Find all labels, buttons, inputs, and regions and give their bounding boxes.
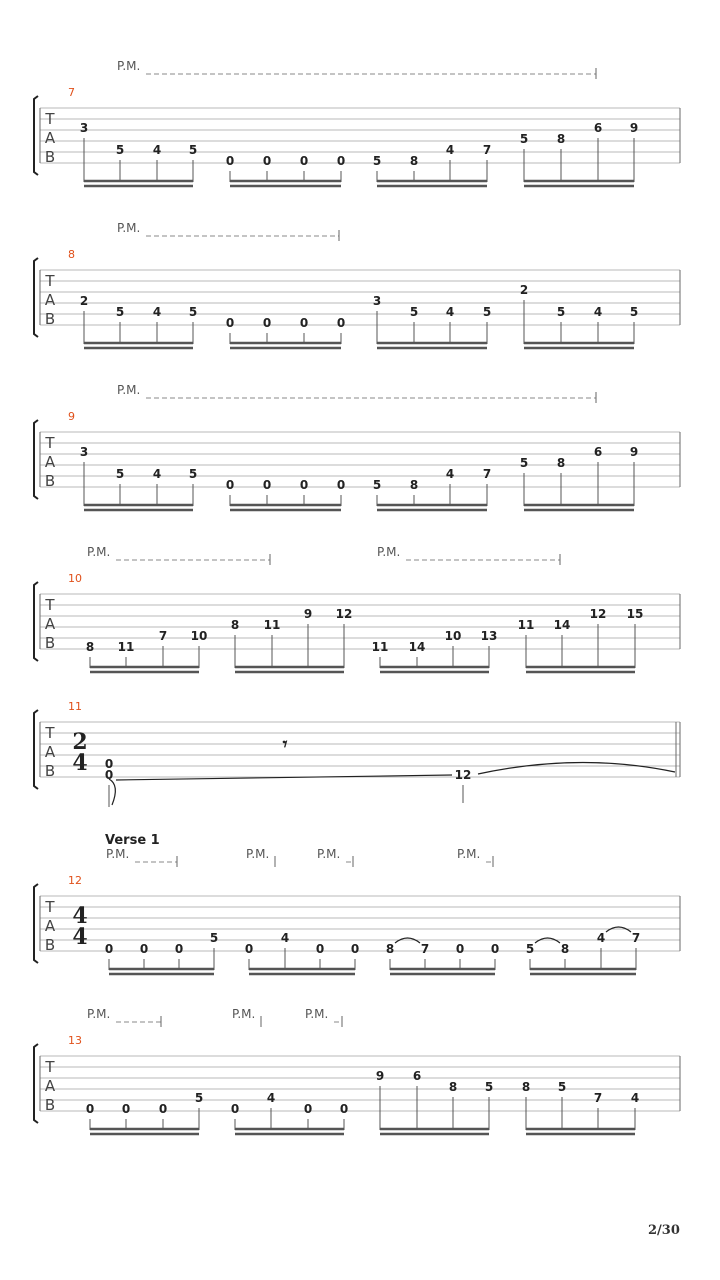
fret-number: 0: [490, 942, 500, 957]
fret-number: 11: [263, 618, 281, 633]
tab-clef-letter: A: [44, 291, 56, 309]
fret-number: 11: [117, 640, 135, 655]
system-bracket: [34, 884, 38, 963]
fret-number: 3: [79, 121, 89, 136]
system-bracket: [34, 96, 38, 175]
measure-number: 11: [68, 700, 82, 713]
tab-clef-letter: A: [44, 615, 56, 633]
fret-number: 9: [303, 607, 313, 622]
measure-number: 8: [68, 248, 75, 261]
time-signature-denominator: 4: [72, 924, 88, 950]
fret-number: 0: [350, 942, 360, 957]
fret-number: 5: [557, 1080, 567, 1095]
fret-number: 4: [266, 1091, 276, 1106]
fret-number: 9: [629, 445, 639, 460]
fret-number: 0: [336, 154, 346, 169]
fret-number: 0: [262, 316, 272, 331]
palm-mute-label: P.M.: [117, 59, 141, 73]
palm-mute-label: P.M.: [117, 383, 141, 397]
fret-number: 7: [158, 629, 168, 644]
tab-clef-letter: A: [44, 917, 56, 935]
fret-number: 0: [299, 316, 309, 331]
fret-number: 8: [448, 1080, 458, 1095]
fret-number: 5: [188, 143, 198, 158]
palm-mute-label: P.M.: [106, 847, 130, 861]
fret-number: 0: [104, 768, 114, 783]
fret-number: 5: [482, 305, 492, 320]
fret-number: 0: [455, 942, 465, 957]
fret-number: 0: [303, 1102, 313, 1117]
tab-clef-letter: T: [45, 434, 55, 452]
time-signature-numerator: 2: [72, 729, 88, 755]
fret-number: 15: [626, 607, 644, 622]
fret-number: 0: [299, 478, 309, 493]
tab-clef-letter: T: [45, 724, 55, 742]
fret-number: 4: [596, 931, 606, 946]
fret-number: 6: [593, 121, 603, 136]
fret-number: 13: [480, 629, 498, 644]
fret-number: 4: [280, 931, 290, 946]
fret-number: 9: [629, 121, 639, 136]
system-bracket: [34, 1044, 38, 1123]
fret-number: 8: [560, 942, 570, 957]
fret-number: 4: [630, 1091, 640, 1106]
fret-number: 0: [262, 154, 272, 169]
fret-number: 14: [553, 618, 571, 633]
tab-clef-letter: A: [44, 453, 56, 471]
fret-number: 5: [372, 478, 382, 493]
system-bracket: [34, 710, 38, 789]
system-bracket: [34, 582, 38, 661]
fret-number: 2: [79, 294, 89, 309]
fret-number: 0: [336, 316, 346, 331]
note-flag: [109, 779, 115, 805]
tab-clef-letter: T: [45, 1058, 55, 1076]
palm-mute-label: P.M.: [246, 847, 270, 861]
fret-number: 0: [230, 1102, 240, 1117]
fret-number: 8: [385, 942, 395, 957]
fret-number: 0: [139, 942, 149, 957]
fret-number: 7: [482, 467, 492, 482]
fret-number: 2: [519, 283, 529, 298]
fret-number: 6: [412, 1069, 422, 1084]
fret-number: 11: [371, 640, 389, 655]
fret-number: 9: [375, 1069, 385, 1084]
eighth-rest: 𝄾: [282, 734, 288, 755]
fret-number: 7: [631, 931, 641, 946]
fret-number: 4: [152, 143, 162, 158]
fret-number: 5: [188, 467, 198, 482]
time-signature-numerator: 4: [72, 903, 88, 929]
tab-clef-letter: B: [44, 472, 56, 490]
tab-clef-letter: T: [45, 596, 55, 614]
fret-number: 5: [188, 305, 198, 320]
palm-mute-label: P.M.: [117, 221, 141, 235]
measure-number: 10: [68, 572, 82, 585]
tab-clef-letter: T: [45, 898, 55, 916]
fret-number: 8: [521, 1080, 531, 1095]
tab-clef-letter: A: [44, 743, 56, 761]
page-number: 2/30: [648, 1223, 680, 1238]
fret-number: 5: [629, 305, 639, 320]
fret-number: 0: [158, 1102, 168, 1117]
fret-number: 10: [444, 629, 462, 644]
fret-number: 0: [336, 478, 346, 493]
palm-mute-label: P.M.: [232, 1007, 256, 1021]
fret-number: 0: [225, 478, 235, 493]
fret-number: 12: [335, 607, 353, 622]
fret-number: 0: [174, 942, 184, 957]
fret-number: 0: [299, 154, 309, 169]
measure-number: 7: [68, 86, 75, 99]
tab-clef-letter: B: [44, 1096, 56, 1114]
fret-number: 8: [556, 456, 566, 471]
palm-mute-label: P.M.: [87, 1007, 111, 1021]
measure-number: 12: [68, 874, 82, 887]
fret-number: 8: [230, 618, 240, 633]
fret-number: 8: [85, 640, 95, 655]
tab-clef-letter: B: [44, 634, 56, 652]
fret-number: 0: [315, 942, 325, 957]
tab-clef-letter: A: [44, 129, 56, 147]
fret-number: 0: [225, 154, 235, 169]
tab-clef-letter: B: [44, 936, 56, 954]
tie: [478, 762, 675, 774]
fret-number: 5: [484, 1080, 494, 1095]
fret-number: 5: [115, 143, 125, 158]
palm-mute-label: P.M.: [87, 545, 111, 559]
fret-number: 4: [152, 467, 162, 482]
palm-mute-label: P.M.: [317, 847, 341, 861]
fret-number: 5: [409, 305, 419, 320]
fret-number: 10: [190, 629, 208, 644]
palm-mute-label: P.M.: [457, 847, 481, 861]
fret-number: 4: [445, 467, 455, 482]
fret-number: 3: [372, 294, 382, 309]
fret-number: 3: [79, 445, 89, 460]
time-signature-denominator: 4: [72, 750, 88, 776]
tab-clef-letter: T: [45, 110, 55, 128]
section-marker: Verse 1: [105, 833, 160, 848]
fret-number: 0: [85, 1102, 95, 1117]
fret-number: 11: [517, 618, 535, 633]
fret-number: 0: [104, 942, 114, 957]
fret-number: 8: [409, 154, 419, 169]
fret-number: 0: [339, 1102, 349, 1117]
fret-number: 7: [593, 1091, 603, 1106]
fret-number: 14: [408, 640, 426, 655]
fret-number: 12: [589, 607, 607, 622]
fret-number: 0: [262, 478, 272, 493]
fret-number: 5: [525, 942, 535, 957]
fret-number: 4: [152, 305, 162, 320]
fret-number: 12: [454, 768, 472, 783]
palm-mute-label: P.M.: [305, 1007, 329, 1021]
fret-number: 7: [482, 143, 492, 158]
fret-number: 5: [372, 154, 382, 169]
measure-number: 9: [68, 410, 75, 423]
fret-number: 5: [519, 456, 529, 471]
palm-mute-label: P.M.: [377, 545, 401, 559]
fret-number: 8: [409, 478, 419, 493]
tab-clef-letter: B: [44, 148, 56, 166]
fret-number: 5: [519, 132, 529, 147]
fret-number: 7: [420, 942, 430, 957]
fret-number: 5: [209, 931, 219, 946]
fret-number: 0: [244, 942, 254, 957]
fret-number: 4: [445, 143, 455, 158]
fret-number: 5: [556, 305, 566, 320]
system-bracket: [34, 420, 38, 499]
fret-number: 4: [593, 305, 603, 320]
tab-clef-letter: A: [44, 1077, 56, 1095]
fret-number: 0: [225, 316, 235, 331]
tab-clef-letter: B: [44, 762, 56, 780]
tab-clef-letter: B: [44, 310, 56, 328]
fret-number: 5: [115, 467, 125, 482]
system-bracket: [34, 258, 38, 337]
fret-number: 5: [194, 1091, 204, 1106]
fret-number: 6: [593, 445, 603, 460]
fret-number: 0: [104, 757, 114, 772]
fret-number: 8: [556, 132, 566, 147]
fret-number: 5: [115, 305, 125, 320]
tab-clef-letter: T: [45, 272, 55, 290]
fret-number: 0: [121, 1102, 131, 1117]
fret-number: 4: [445, 305, 455, 320]
measure-number: 13: [68, 1034, 82, 1047]
